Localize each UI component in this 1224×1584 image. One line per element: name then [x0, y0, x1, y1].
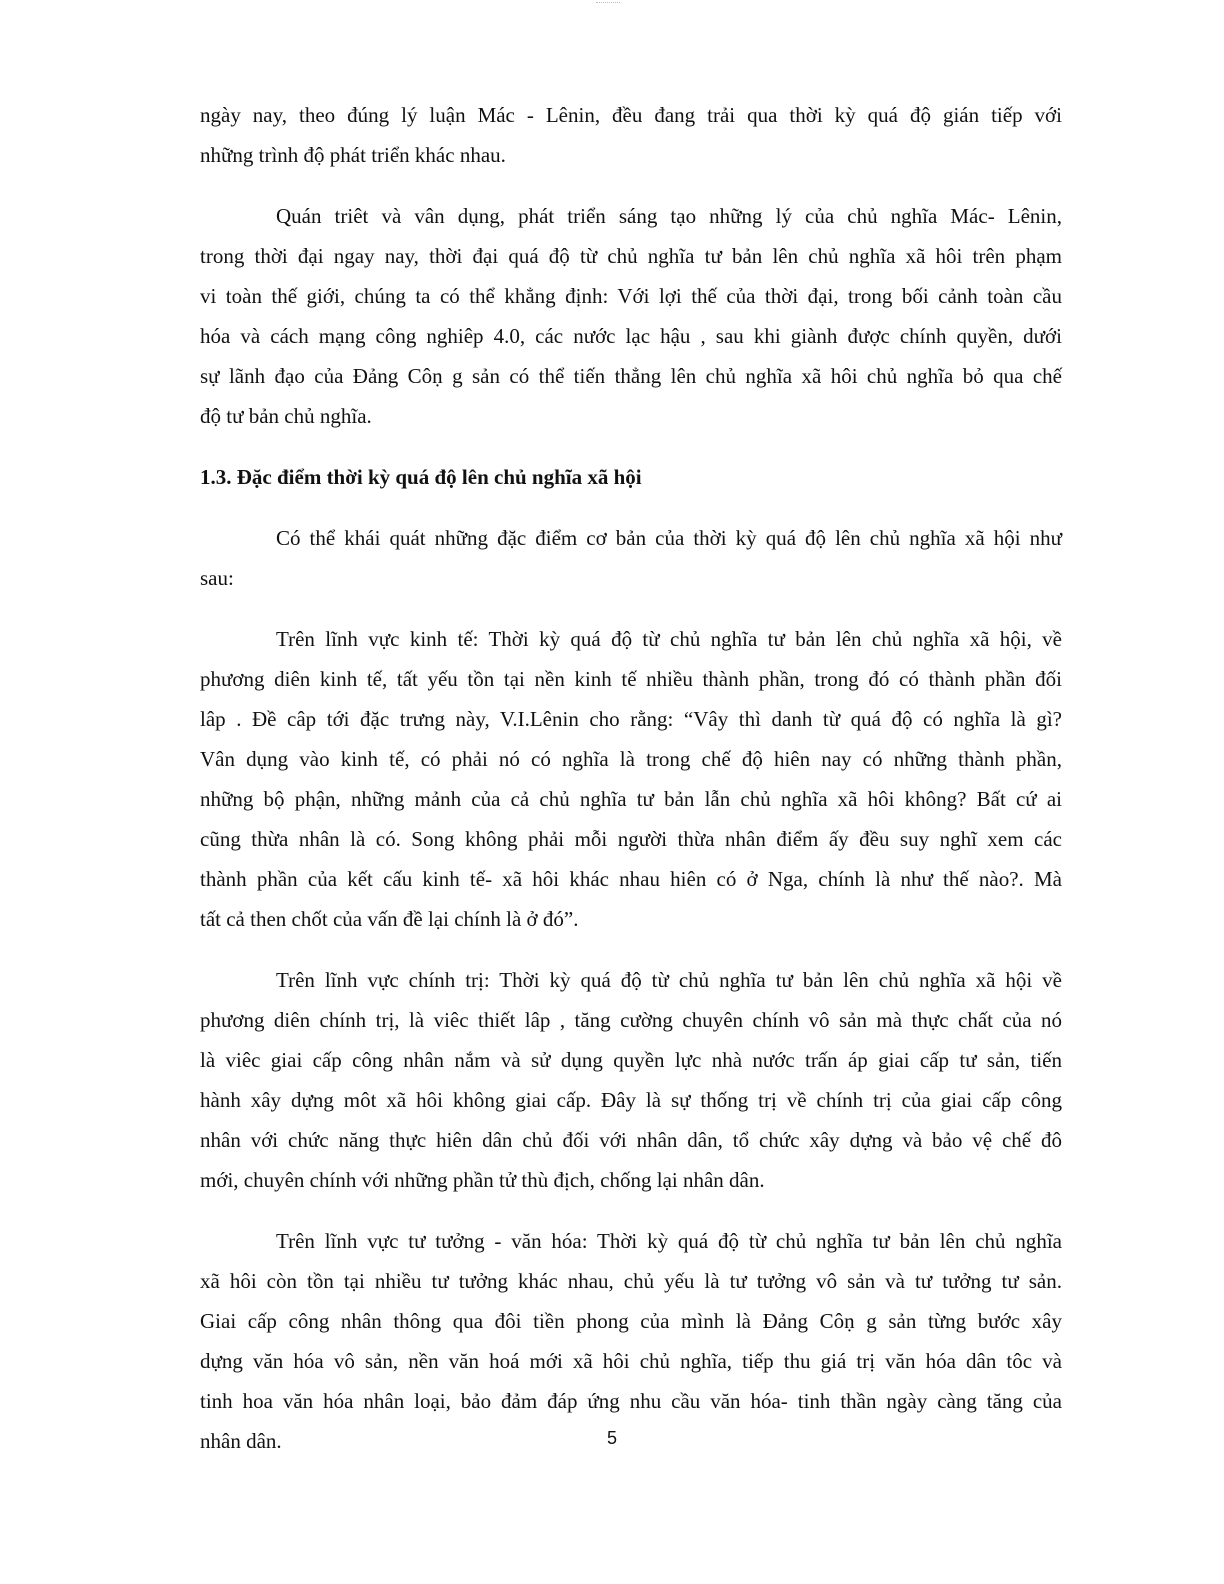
text-line: những trình độ phát triển khác nhau. — [200, 143, 506, 167]
text-line: thành phần của kết cấu kinh tế- xã hôi khác nhau hiên có ở Nga, chính là như thế nào?. Mà — [200, 867, 1062, 891]
section-heading: 1.3. Đặc điểm thời kỳ quá độ lên chủ nghĩa xã hội — [200, 465, 642, 489]
text-line: xã hôi còn tồn tại nhiều tư tưởng khác nhau, chủ yếu là tư tưởng vô sản và tư tưởng tư sản. — [200, 1269, 1062, 1293]
text-line: mới, chuyên chính với những phần tử thù địch, chống lại nhân dân. — [200, 1168, 765, 1192]
text-line: trong thời đại ngay nay, thời đại quá độ từ chủ nghĩa tư bản lên chủ nghĩa xã hôi trên phạm — [200, 244, 1062, 268]
page-body — [200, 95, 1062, 1482]
text-line: cũng thừa nhân là có. Song không phải mỗi người thừa nhân điểm ấy đều suy nghĩ xem các — [200, 827, 1062, 851]
text-line: nhân dân. — [200, 1429, 282, 1453]
text-line: tất cả then chốt của vấn đề lại chính là ở đó”. — [200, 907, 579, 931]
text-line: hóa và cách mạng công nghiêp 4.0, các nước lạc hậu , sau khi giành được chính quyền, dưới — [200, 324, 1062, 348]
paragraph-p6 — [200, 1221, 1062, 1461]
text-line: những bộ phận, những mảnh của cả chủ nghĩa tư bản lẫn chủ nghĩa xã hôi không? Bất cứ ai — [200, 787, 1062, 811]
paragraph-p4 — [200, 619, 1062, 939]
text-line: ngày nay, theo đúng lý luận Mác - Lênin, đều đang trải qua thời kỳ quá độ gián tiếp với — [200, 103, 1062, 127]
paragraph-p2 — [200, 196, 1062, 436]
paragraph-p5 — [200, 960, 1062, 1200]
text-line: Có thể khái quát những đặc điểm cơ bản của thời kỳ quá độ lên chủ nghĩa xã hội như — [276, 526, 1062, 550]
paragraph-p3 — [200, 518, 1062, 598]
text-line: độ tư bản chủ nghĩa. — [200, 404, 372, 428]
text-line: sau: — [200, 566, 234, 590]
page-number: 5 — [606, 1428, 617, 1448]
header-mark — [596, 2, 620, 7]
text-line: dựng văn hóa vô sản, nền văn hoá mới xã hôi chủ nghĩa, tiếp thu giá trị văn hóa dân tôc và — [200, 1349, 1062, 1373]
text-line: hành xây dựng môt xã hôi không giai cấp. Đây là sự thống trị về chính trị của giai cấp công — [200, 1088, 1062, 1112]
text-line: tinh hoa văn hóa nhân loại, bảo đảm đáp ứng nhu cầu văn hóa- tinh thần ngày càng tăng của — [200, 1389, 1062, 1413]
text-line: sự lãnh đạo của Đảng Côṇ g sản có thể tiến thẳng lên chủ nghĩa xã hôi chủ nghĩa bỏ qua chế — [200, 364, 1062, 388]
paragraphs-after-heading — [200, 518, 1062, 1461]
paragraphs-before-heading — [200, 95, 1062, 436]
text-line: Giai cấp công nhân thông qua đôi tiền phong của mình là Đảng Côṇ g sản từng bước xây — [200, 1309, 1062, 1333]
text-line: vi toàn thế giới, chúng ta có thể khẳng định: Với lợi thế của thời đại, trong bối cảnh toàn cầu — [200, 284, 1062, 308]
text-line: lâp . Đề câp tới đặc trưng này, V.I.Lênin cho rằng: “Vây thì danh từ quá độ có nghĩa là gì? — [200, 707, 1062, 731]
paragraph-p1 — [200, 95, 1062, 175]
text-line: Quán triêt và vân dụng, phát triển sáng tạo những lý của chủ nghĩa Mác- Lênin, — [276, 204, 1062, 228]
text-line: Vân dụng vào kinh tế, có phải nó có nghĩa là trong chế độ hiên nay có những thành phần, — [200, 747, 1062, 771]
text-line: phương diên kinh tế, tất yếu tồn tại nền kinh tế nhiều thành phần, trong đó có thành phần đối — [200, 667, 1062, 691]
text-line: Trên lĩnh vực chính trị: Thời kỳ quá độ từ chủ nghĩa tư bản lên chủ nghĩa xã hội về — [276, 968, 1062, 992]
text-line: Trên lĩnh vực tư tưởng - văn hóa: Thời kỳ quá độ từ chủ nghĩa tư bản lên chủ nghĩa — [276, 1229, 1062, 1253]
text-line: nhân với chức năng thực hiên dân chủ đối với nhân dân, tổ chức xây dựng và bảo vệ chế đô — [200, 1128, 1062, 1152]
text-line: phương diên chính trị, là viêc thiết lâp , tăng cường chuyên chính vô sản mà thực chất của nó — [200, 1008, 1062, 1032]
text-line: là viêc giai cấp công nhân nắm và sử dụng quyền lực nhà nước trấn áp giai cấp tư sản, tiến — [200, 1048, 1062, 1072]
text-line: Trên lĩnh vực kinh tế: Thời kỳ quá độ từ chủ nghĩa tư bản lên chủ nghĩa xã hội, về — [276, 627, 1062, 651]
